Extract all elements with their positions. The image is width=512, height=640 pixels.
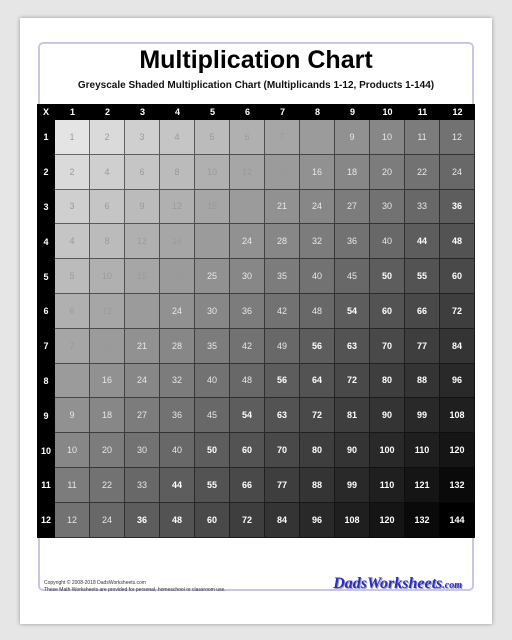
brand-logo: [333, 575, 462, 593]
product-cell: 30: [195, 294, 230, 329]
product-cell: 64: [300, 364, 335, 399]
product-cell: 24: [160, 294, 195, 329]
corner-label: X: [37, 104, 55, 120]
product-cell: 25: [195, 259, 230, 294]
product-cell: 66: [230, 468, 265, 503]
product-cell: 55: [405, 259, 440, 294]
worksheet-page: [20, 18, 492, 624]
product-cell: 36: [230, 294, 265, 329]
product-cell: 9: [55, 398, 90, 433]
product-cell: 30: [230, 259, 265, 294]
product-cell: 77: [265, 468, 300, 503]
product-cell: 72: [230, 503, 265, 538]
footer-notes: [44, 580, 226, 594]
column-header: 2: [90, 104, 125, 120]
product-cell: 108: [335, 503, 370, 538]
product-cell: 27: [335, 190, 370, 225]
product-cell: 32: [160, 364, 195, 399]
product-cell: 42: [230, 329, 265, 364]
product-cell: 110: [405, 433, 440, 468]
product-cell: 108: [440, 398, 475, 433]
row-header: 2: [37, 155, 55, 190]
row-header: 7: [37, 329, 55, 364]
product-cell: 20: [370, 155, 405, 190]
product-cell: 9: [125, 190, 160, 225]
product-cell: 4: [160, 120, 195, 155]
product-cell: 36: [125, 503, 160, 538]
product-cell: 12: [125, 224, 160, 259]
row-header: 6: [37, 294, 55, 329]
product-cell: 120: [440, 433, 475, 468]
product-cell: 121: [405, 468, 440, 503]
product-cell: 80: [300, 433, 335, 468]
product-cell: 60: [195, 503, 230, 538]
product-cell: 40: [300, 259, 335, 294]
product-cell: 11: [405, 120, 440, 155]
product-cell: 2: [90, 120, 125, 155]
column-header: 12: [440, 104, 475, 120]
product-cell: 56: [300, 329, 335, 364]
page-subtitle: Greyscale Shaded Multiplication Chart (Multiplicands 1-12, Products 1-144): [77, 80, 435, 91]
column-header: 7: [265, 104, 300, 120]
product-cell: 24: [300, 190, 335, 225]
column-header: 11: [405, 104, 440, 120]
product-cell: 80: [370, 364, 405, 399]
product-cell: 48: [440, 224, 475, 259]
product-cell: 40: [370, 224, 405, 259]
product-cell: 16: [160, 224, 195, 259]
product-cell: 70: [265, 433, 300, 468]
product-cell: 33: [405, 190, 440, 225]
product-cell: 56: [265, 364, 300, 399]
product-cell: 36: [440, 190, 475, 225]
product-cell: 10: [370, 120, 405, 155]
column-header: 9: [335, 104, 370, 120]
product-cell: 7: [265, 120, 300, 155]
product-cell: 6: [90, 190, 125, 225]
product-cell: 8: [55, 364, 90, 399]
product-cell: 10: [195, 155, 230, 190]
product-cell: 70: [370, 329, 405, 364]
row-header: 5: [37, 259, 55, 294]
product-cell: 77: [405, 329, 440, 364]
product-cell: 90: [335, 433, 370, 468]
row-header: 4: [37, 224, 55, 259]
product-cell: 12: [160, 190, 195, 225]
row-header: 11: [37, 468, 55, 503]
product-cell: 144: [440, 503, 475, 538]
product-cell: 132: [405, 503, 440, 538]
product-cell: 8: [300, 120, 335, 155]
product-cell: 10: [55, 433, 90, 468]
product-cell: 110: [370, 468, 405, 503]
product-cell: 100: [370, 433, 405, 468]
product-cell: 15: [125, 259, 160, 294]
product-cell: 35: [265, 259, 300, 294]
column-header: 5: [195, 104, 230, 120]
product-cell: 20: [195, 224, 230, 259]
product-cell: 72: [300, 398, 335, 433]
product-cell: 18: [90, 398, 125, 433]
product-cell: 35: [195, 329, 230, 364]
row-header: 9: [37, 398, 55, 433]
product-cell: 12: [440, 120, 475, 155]
product-cell: 20: [160, 259, 195, 294]
product-cell: 27: [125, 398, 160, 433]
product-cell: 22: [90, 468, 125, 503]
product-cell: 5: [55, 259, 90, 294]
row-header: 12: [37, 503, 55, 538]
product-cell: 96: [300, 503, 335, 538]
product-cell: 44: [160, 468, 195, 503]
product-cell: 40: [160, 433, 195, 468]
product-cell: 30: [125, 433, 160, 468]
product-cell: 72: [335, 364, 370, 399]
product-cell: 4: [55, 224, 90, 259]
product-cell: 60: [370, 294, 405, 329]
product-cell: 10: [90, 259, 125, 294]
product-cell: 33: [125, 468, 160, 503]
product-cell: 48: [230, 364, 265, 399]
product-cell: 132: [440, 468, 475, 503]
product-cell: 18: [230, 190, 265, 225]
product-cell: 16: [90, 364, 125, 399]
product-cell: 36: [160, 398, 195, 433]
copyright-text: Copyright © 2008-2018 DadsWorksheets.com: [44, 580, 146, 586]
product-cell: 96: [440, 364, 475, 399]
product-cell: 54: [230, 398, 265, 433]
product-cell: 63: [265, 398, 300, 433]
column-header: 6: [230, 104, 265, 120]
product-cell: 66: [405, 294, 440, 329]
product-cell: 3: [125, 120, 160, 155]
product-cell: 1: [55, 120, 90, 155]
product-cell: 63: [335, 329, 370, 364]
product-cell: 45: [195, 398, 230, 433]
row-header: 8: [37, 364, 55, 399]
product-cell: 54: [335, 294, 370, 329]
product-cell: 21: [125, 329, 160, 364]
product-cell: 12: [230, 155, 265, 190]
product-cell: 12: [55, 503, 90, 538]
brand-name: DadsWorksheets: [333, 575, 443, 592]
product-cell: 24: [90, 503, 125, 538]
column-header: 3: [125, 104, 160, 120]
product-cell: 11: [55, 468, 90, 503]
product-cell: 22: [405, 155, 440, 190]
product-cell: 18: [125, 294, 160, 329]
product-cell: 14: [265, 155, 300, 190]
product-cell: 3: [55, 190, 90, 225]
product-cell: 45: [335, 259, 370, 294]
row-header: 1: [37, 120, 55, 155]
product-cell: 88: [405, 364, 440, 399]
product-cell: 32: [300, 224, 335, 259]
product-cell: 88: [300, 468, 335, 503]
product-cell: 99: [335, 468, 370, 503]
product-cell: 16: [300, 155, 335, 190]
column-header: 1: [55, 104, 90, 120]
product-cell: 9: [335, 120, 370, 155]
product-cell: 6: [125, 155, 160, 190]
product-cell: 5: [195, 120, 230, 155]
product-cell: 2: [55, 155, 90, 190]
product-cell: 120: [370, 503, 405, 538]
product-cell: 12: [90, 294, 125, 329]
product-cell: 44: [405, 224, 440, 259]
product-cell: 60: [230, 433, 265, 468]
product-cell: 40: [195, 364, 230, 399]
page-title: Multiplication Chart: [139, 46, 373, 74]
product-cell: 81: [335, 398, 370, 433]
brand-tld: .com: [442, 580, 462, 591]
product-cell: 55: [195, 468, 230, 503]
column-header: 10: [370, 104, 405, 120]
product-cell: 21: [265, 190, 300, 225]
product-cell: 24: [230, 224, 265, 259]
product-cell: 28: [160, 329, 195, 364]
product-cell: 84: [265, 503, 300, 538]
product-cell: 18: [335, 155, 370, 190]
product-cell: 4: [90, 155, 125, 190]
product-cell: 7: [55, 329, 90, 364]
product-cell: 6: [230, 120, 265, 155]
product-cell: 42: [265, 294, 300, 329]
product-cell: 36: [335, 224, 370, 259]
usage-notice: These Math Worksheets are provided for personal, homeschool or classroom use.: [44, 587, 226, 593]
product-cell: 48: [300, 294, 335, 329]
product-cell: 72: [440, 294, 475, 329]
column-header: 8: [300, 104, 335, 120]
product-cell: 30: [370, 190, 405, 225]
product-cell: 8: [90, 224, 125, 259]
row-header: 10: [37, 433, 55, 468]
product-cell: 15: [195, 190, 230, 225]
column-header: 4: [160, 104, 195, 120]
product-cell: 90: [370, 398, 405, 433]
multiplication-table: [37, 104, 475, 538]
product-cell: 50: [370, 259, 405, 294]
product-cell: 24: [440, 155, 475, 190]
product-cell: 50: [195, 433, 230, 468]
product-cell: 24: [125, 364, 160, 399]
product-cell: 28: [265, 224, 300, 259]
row-header: 3: [37, 190, 55, 225]
product-cell: 99: [405, 398, 440, 433]
product-cell: 6: [55, 294, 90, 329]
product-cell: 84: [440, 329, 475, 364]
product-cell: 8: [160, 155, 195, 190]
product-cell: 48: [160, 503, 195, 538]
product-cell: 20: [90, 433, 125, 468]
product-cell: 14: [90, 329, 125, 364]
product-cell: 49: [265, 329, 300, 364]
product-cell: 60: [440, 259, 475, 294]
